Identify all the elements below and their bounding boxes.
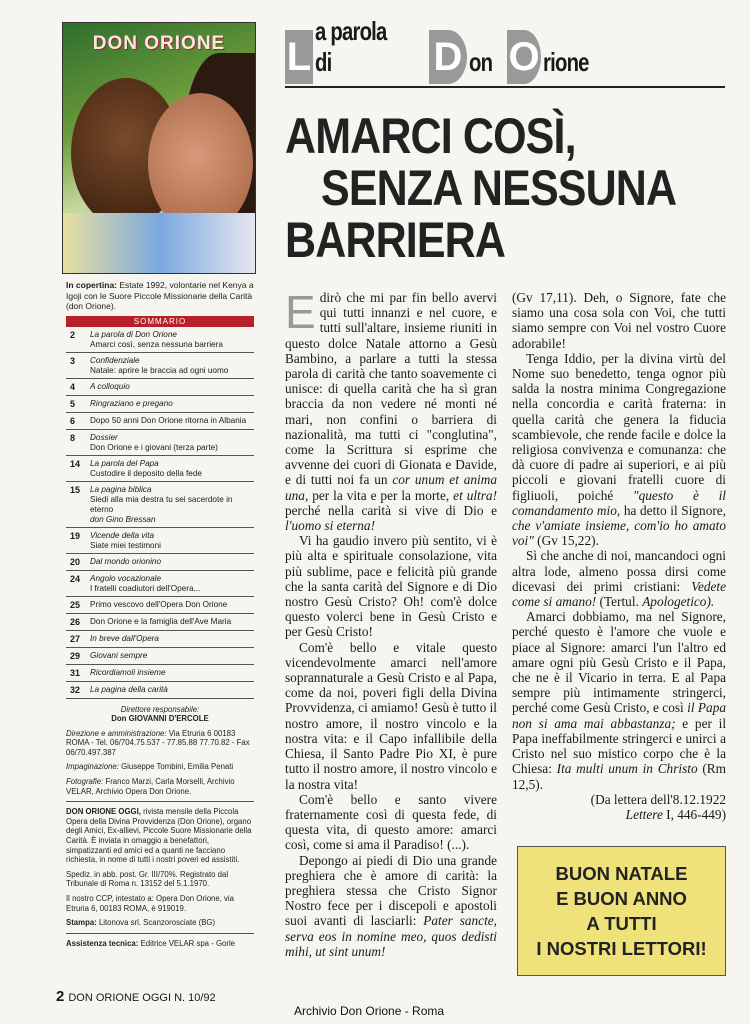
- toc-title: La pagina biblica: [90, 484, 152, 494]
- toc-subtitle: Don Orione e i giovani (terza parte): [90, 442, 218, 452]
- toc-page-number: 32: [70, 684, 81, 695]
- toc-page-number: 29: [70, 650, 81, 661]
- toc-page-number: 15: [70, 484, 81, 495]
- toc-subtitle: Dopo 50 anni Don Orione ritorna in Albania: [90, 415, 247, 425]
- issue-label: DON ORIONE OGGI N. 10/92: [68, 992, 216, 1004]
- toc-author: don Gino Bressan: [90, 514, 156, 524]
- toc-row: [66, 631, 254, 648]
- toc-row: [66, 554, 254, 571]
- page-number: 2: [56, 988, 65, 1005]
- toc-page-number: 5: [70, 398, 76, 409]
- toc-subtitle: I fratelli coadiutori dell'Opera...: [90, 583, 201, 593]
- toc-subtitle: Primo vescovo dell'Opera Don Orione: [90, 599, 228, 609]
- toc-subtitle: Natale: aprire le braccia ad ogni uomo: [90, 365, 229, 375]
- section-header: L a parola di D on O rione: [285, 24, 603, 84]
- toc-subtitle: Don Orione e la famiglia dell'Ave Maria: [90, 616, 232, 626]
- toc-row: [66, 456, 254, 482]
- toc-page-number: 26: [70, 616, 81, 627]
- toc-row: [66, 379, 254, 396]
- cover-photo: [62, 22, 256, 274]
- toc-row: [66, 413, 254, 430]
- article-column-2: (Gv 17,11). Deh, o Signore, fate che siamo una cosa sola con Voi, che tutti siamo sempre con Voi nel vostro Cuore adorabile! Tenga Iddio, per la divina virtù del Nome suo benedetto, tenga ognor più salda la nostra minima Congregazione nella concordia e carità fraterna: in quella carità che genera la fiducia scambievole, che rende facile e dolce la religiosa convivenza e comunanza: che dà cuore di padre ai superiori, e ai più piccoli e giovani fratelli cuore di figliuoli, poiché "questo è il comandamento mio, ha detto il Signore, che v'amiate insieme, com'io ho amato voi" (Gv 15,22). Sì che anche di noi, mancandoci ogni altra lode, almeno possa dirsi come dicevasi dei primi cristiani: Vedete come si amano! (Tertul. Apologetico). Amarci dobbiamo, ma nel Signore, perché questo è l'amore che vuole e piace al Signore: amarci l'un l'altro ed amare ogni più Gesù Cristo e il Papa, che ne è il Vicario in terra. E al Papa sempre più intimamente stringerci, perché come Gesù Cristo, e così il Papa non si ama mai abbastanza; e per il Papa ineffabilmente stringerci e unirci a Cristo nel suo mistico corpo che è la Chiesa: Ita multi unum in Christo (Rm 12,5). (Da lettera dell'8.12.1922 Lettere I, 446-449): [512, 290, 727, 822]
- toc-row: [66, 597, 254, 614]
- toc-page-number: 14: [70, 458, 81, 469]
- toc-title: Dal mondo orionino: [90, 556, 162, 566]
- archive-watermark: Archivio Don Orione - Roma: [294, 1004, 445, 1018]
- toc-subtitle: Siedi alla mia destra tu sei sacerdote in eterno: [90, 494, 233, 514]
- toc-page-number: 3: [70, 355, 76, 366]
- cover-masthead: DON ORIONE: [92, 33, 226, 54]
- toc-page-number: 24: [70, 573, 81, 584]
- toc-row: [66, 353, 254, 379]
- toc-title: Giovani sempre: [90, 650, 148, 660]
- page-footer: [56, 988, 216, 1005]
- article-source: (Da lettera dell'8.12.1922 Lettere I, 446-449): [590, 791, 726, 822]
- toc-title: La parola del Papa: [90, 458, 159, 468]
- table-of-contents: [66, 327, 254, 699]
- toc-row: [66, 482, 254, 528]
- toc-title: Ricordiamoli insieme: [90, 667, 166, 677]
- toc-page-number: 27: [70, 633, 81, 644]
- toc-title: A colloquio: [90, 381, 130, 391]
- toc-row: [66, 571, 254, 597]
- toc-row: [66, 396, 254, 413]
- drop-cap: E: [285, 286, 316, 338]
- toc-title: Angolo vocazionale: [90, 573, 162, 583]
- toc-page-number: 8: [70, 432, 76, 443]
- toc-page-number: 25: [70, 599, 81, 610]
- woman-face: [148, 93, 253, 233]
- header-rule: [285, 86, 725, 88]
- toc-title: Confidenziale: [90, 355, 140, 365]
- toc-page-number: 6: [70, 415, 76, 426]
- cover-caption: In copertina: Estate 1992, volontarie nel Kenya a Igoji con le Suore Piccole Missionarie della Carità (don Orione).: [66, 280, 254, 311]
- toc-row: [66, 528, 254, 554]
- toc-subtitle: Siate miei testimoni: [90, 540, 161, 550]
- left-column: [62, 22, 258, 970]
- toc-row: [66, 665, 254, 682]
- toc-title: In breve dall'Opera: [90, 633, 159, 643]
- toc-row: [66, 614, 254, 631]
- toc-page-number: 19: [70, 530, 81, 541]
- greeting-box: BUON NATALE E BUON ANNO A TUTTI I NOSTRI LETTORI!: [517, 846, 726, 976]
- sommario-title: SOMMARIO: [66, 316, 254, 327]
- toc-page-number: 2: [70, 329, 76, 340]
- toc-page-number: 31: [70, 667, 81, 678]
- toc-row: [66, 327, 254, 353]
- toc-subtitle: Amarci così, senza nessuna barriera: [90, 339, 223, 349]
- article-title: AMARCI COSÌ, SENZA NESSUNA BARRIERA: [285, 108, 677, 268]
- toc-row: [66, 430, 254, 456]
- toc-title: Dossier: [90, 432, 118, 442]
- article-column-1: Edirò che mi par fin bello avervi qui tutti innanzi e nel cuore, e tutti sull'altare, insieme riuniti in questo dolce Natale attorno a Gesù Bambino, a parlare a tutti la stessa parola di carità che tanto soavemente ci unisce: di quella carità che ha sì gran braccia da non vedere né monti né mari, non confini o barriera di nazionalità, ma tutti ci "conglutina", come la Scrittura si esprime che avvenne dei cuori di Gionata e Davide, e di tutti noi fa un cor unum et anima una, per la vita e per la morte, et ultra! perché nella carità si vive di Dio e l'uomo si eterna! Vi ha gaudio invero più sentito, vi è più alta e spirituale consolazione, vita più sublime, pace e felicità più grande che la santa carità del Signore e di Dio nostro Gesù Cristo? Oh! com'è dolce questo volerci bene in Gesù Cristo e per Gesù Cristo! Com'è bello e vitale questo vicendevolmente amarci nell'amore soprannaturale a Gesù Cristo e al Papa, come da noi, poveri figli della Divina Provvidenza, ci amiamo! Gesù è tutto il nostro amore, il nostro vincolo e la nostra vita: e il Capo infallibile della Chiesa, il Santo Padre Pio XI, è pure tutto il nostro amore, il nostro vincolo e la nostra vita! Com'è bello e santo vivere fraternamente così di questa fede, di questa vita, di questo amore: amarci così, come si ama il Paradiso! (...). Depongo ai piedi di Dio una grande preghiera che è amore di carità: la preghiera stessa che Cristo Signor Nostro fece per i discepoli e apostoli suoi avanti di lasciarli: Pater sancte, serva eos in nomine meo, quos dedisti mihi, ut sint unum!: [285, 286, 497, 959]
- toc-title: La parola di Don Orione: [90, 329, 177, 339]
- toc-page-number: 20: [70, 556, 81, 567]
- toc-title: La pagina della carità: [90, 684, 168, 694]
- toc-page-number: 4: [70, 381, 76, 392]
- toc-subtitle: Custodire il deposito della fede: [90, 468, 202, 478]
- toc-title: Ringraziano e pregano: [90, 398, 173, 408]
- toc-row: [66, 648, 254, 665]
- toc-title: Vicende della vita: [90, 530, 155, 540]
- credits: Direttore responsabile: Don GIOVANNI D'ERCOLE Direzione e amministrazione: Via Etruria 6 00183 ROMA - Tel. 06/704.75.537 - 77.85.88 77.70.82 - Fax 06/70.497.387 Impaginazione: Giuseppe Tombini, Emilia Penati Fotografie: Franco Marzi, Carla Morselli, Archivio VELAR, Archivio Opera Don Orione. DON ORIONE OGGI, rivista mensile della Piccola Opera della Divina Provvidenza (Don Orione), organo degli Amici, Ex-allievi, Piccole Suore Missionarie della Carità. È inviata in omaggio a benefattori, simpatizzanti ed amici ed a quanti ne facciano richiesta, in nome di tutti i nostri poveri ed assistiti. Spediz. in abb. post. Gr. III/70%. Registrato dal Tribunale di Roma n. 13152 del 5.1.1970. Il nostro CCP, intestato a: Opera Don Orione, via Etruria 6, 00183 ROMA, è 919019. Stampa: Litonova srl. Scanzorosciate (BG) Assistenza tecnica: Editrice VELAR spa - Gorle: [66, 705, 254, 949]
- toc-row: [66, 682, 254, 699]
